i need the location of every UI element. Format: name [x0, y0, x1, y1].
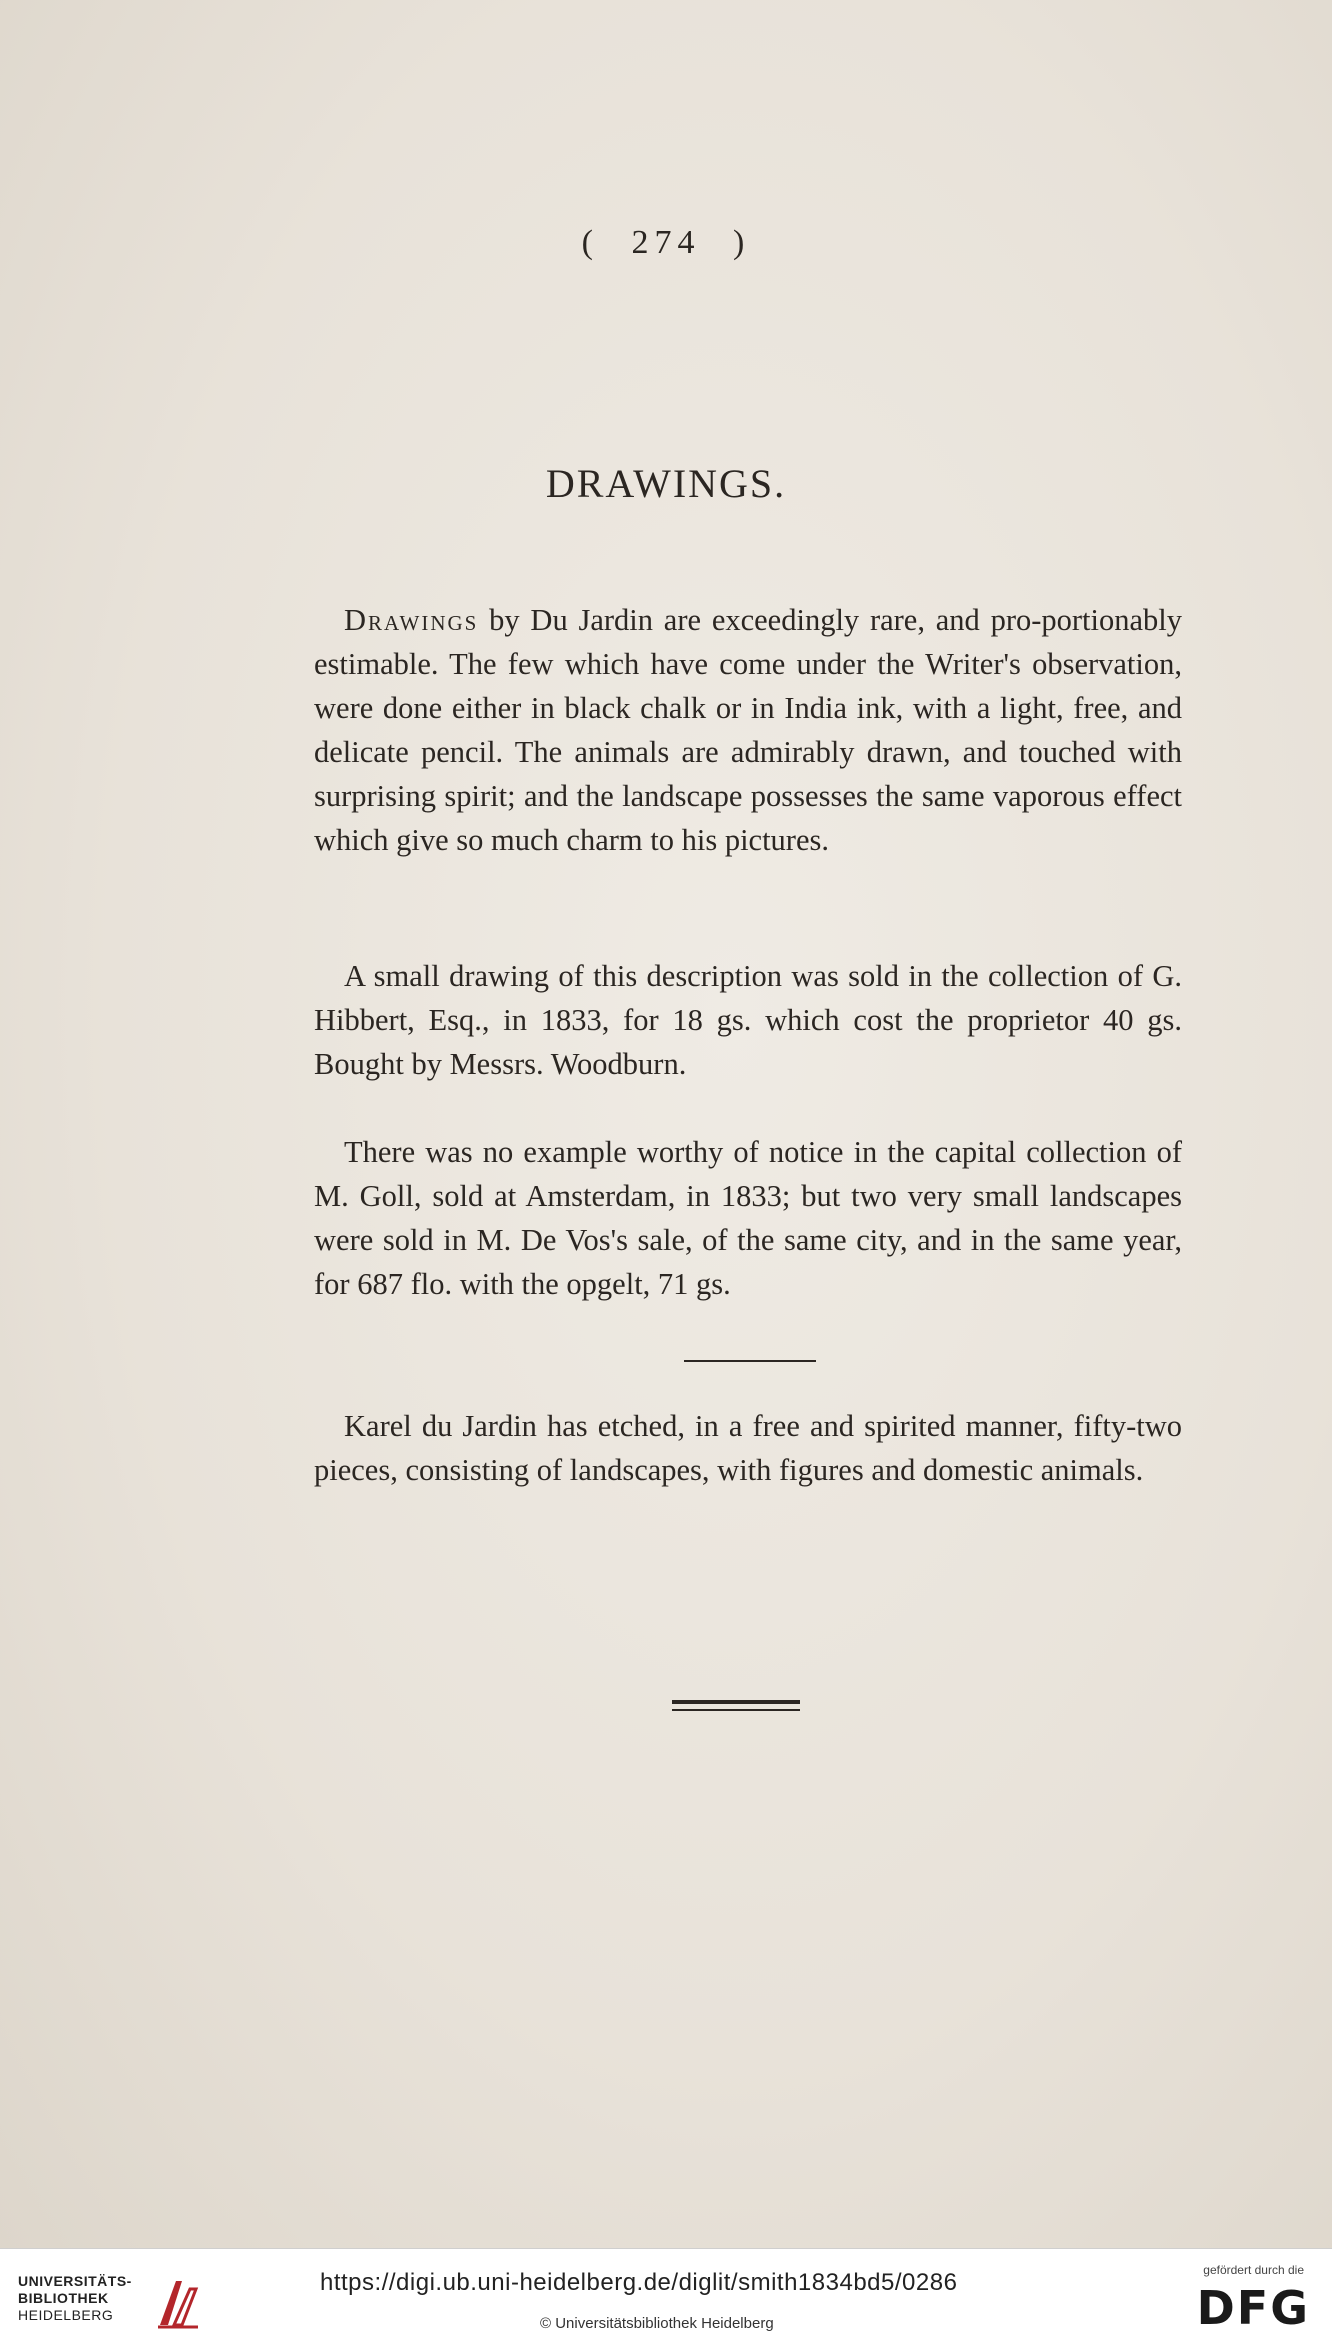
permalink-url[interactable]: https://digi.ub.uni-heidelberg.de/diglit/smith1834bd5/0286 — [320, 2269, 958, 2296]
library-emblem-icon — [154, 2275, 200, 2331]
end-rule-thin — [672, 1709, 800, 1711]
paragraph-etchings: Karel du Jardin has etched, in a free and spirited manner, fifty-two pieces, consisting of landscapes, with figures and domestic animals. — [314, 1409, 1182, 1487]
page-heading: DRAWINGS. — [545, 461, 787, 506]
library-name-line3: HEIDELBERG — [18, 2307, 114, 2323]
page-number: ( 274 ) — [581, 224, 751, 261]
library-name-line2: BIBLIOTHEK — [18, 2290, 109, 2306]
paragraph-goll-collection: There was no example worthy of notice in the capital collection of M. Goll, sold at Amsterdam, in 1833; but two very small landscapes were sold in M. De Vos's sale, of the same city, and in the same year, for 687 flo. with the opgelt, 71 gs. — [314, 1135, 1182, 1301]
paragraph-lead-word: Drawings — [344, 603, 479, 637]
paragraph-text: by Du Jardin are exceedingly rare, and pro-portionably estimable. The few which have come under the Writer's observation, were done either in black chalk or in India ink, with a light, free, and delicate pencil. The animals are admirably drawn, and touched with surprising spirit; and the landscape possesses the same vaporous effect which give so much charm to his pictures. — [314, 603, 1182, 857]
copyright-notice: © Universitätsbibliothek Heidelberg — [540, 2315, 774, 2332]
paragraph-hibbert-sale: A small drawing of this description was sold in the collection of G. Hibbert, Esq., in 1833, for 18 gs. which cost the proprietor 40 gs. Bought by Messrs. Woodburn. — [314, 959, 1182, 1081]
dfg-logo[interactable]: DFG — [1196, 2281, 1310, 2335]
library-name-line1: UNIVERSITÄTS- — [18, 2273, 132, 2289]
viewer-footer — [0, 2248, 1332, 2345]
paragraph-drawings — [314, 598, 1182, 862]
section-divider — [684, 1360, 816, 1362]
end-rule-thick — [672, 1700, 800, 1704]
university-library-logo[interactable] — [18, 2273, 188, 2333]
funder-label: gefördert durch die — [1203, 2263, 1304, 2277]
